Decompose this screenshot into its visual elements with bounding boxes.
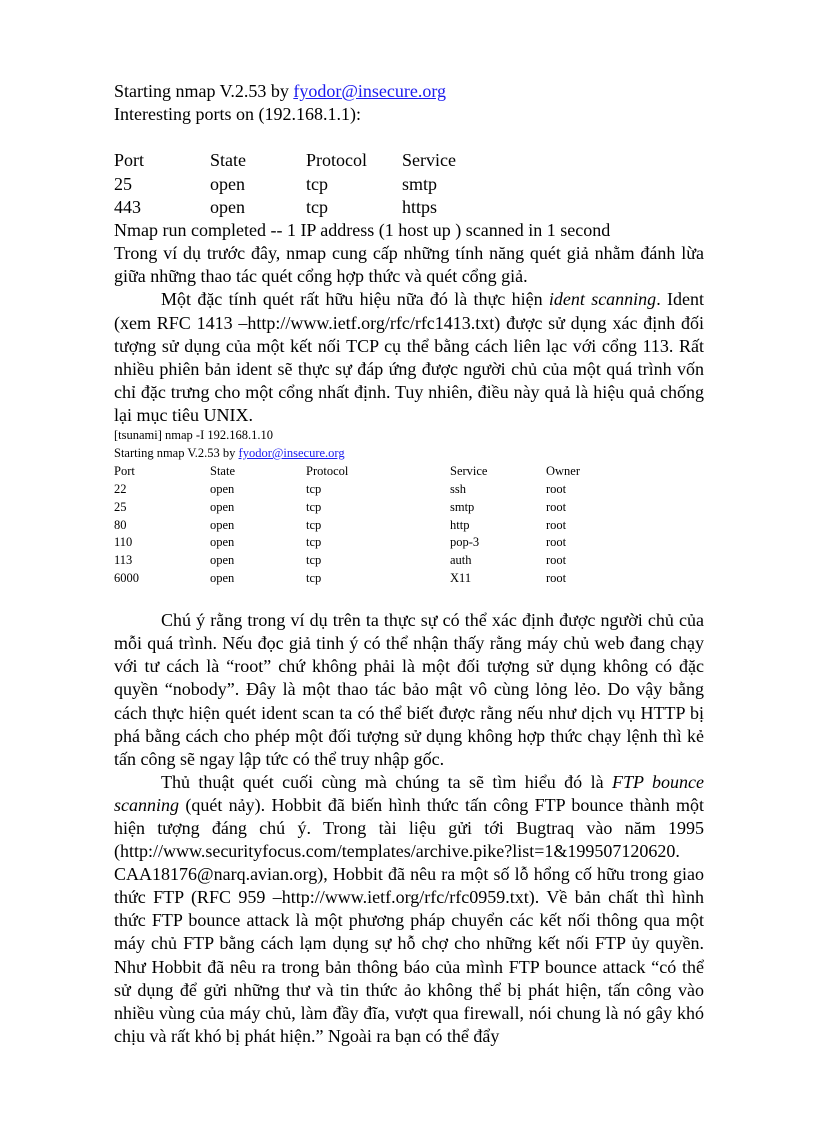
table-cell: open [210,571,235,586]
table-cell: 110 [114,535,133,550]
table-cell: tcp [306,196,328,217]
owner-table [114,463,704,588]
header-cell: Protocol [306,463,349,478]
header-cell: State [210,463,235,478]
table-cell: 22 [114,481,127,496]
table-cell: root [546,553,567,568]
table-cell: root [546,571,567,586]
nmap-start-line-2: Starting nmap V.2.53 by fyodor@insecure.org [114,445,345,460]
header-cell: State [210,150,246,171]
header-cell: Protocol [306,150,367,171]
paragraph-1: Trong ví dụ trước đây, nmap cung cấp những tính năng quét giả nhằm đánh lừa giữa những thao tác quét cổng hợp thức và quét cổng giả. [114,243,704,287]
document-page [114,80,704,1048]
interesting-ports-line: Interesting ports on (192.168.1.1): [114,104,361,125]
command-line: [tsunami] nmap -I 192.168.1.10 [114,427,274,442]
paragraph-4: Thủ thuật quét cuối cùng mà chúng ta sẽ tìm hiểu đó là FTP bounce scanning (quét nảy). Hobbit đã biến hình thức tấn công FTP bounce thành một hiện tượng đáng chú ý. Trong tài liệu gửi tới Bugtraq vào năm 1995 (http://www.securityfocus.com/templates/archive.pike?list=1&199507120620. CAA18176@narq.avian.org), Hobbit đã nêu ra một số lỗ hổng cố hữu trong giao thức FTP (RFC 959 –http://www.ietf.org/rfc/rfc0959.txt). Về bản chất thì hình thức FTP bounce attack là một phương pháp chuyển các kết nối thông qua một máy chủ FTP bằng cách lạm dụng sự hỗ chợ cho những kết nối FTP ủy quyền. Như Hobbit đã nêu ra trong bản thông báo của mình FTP bounce attack “có thể sử dụng để gửi những thư và tin thức ảo không thể bị phát hiện, tấn công vào nhiều vùng của máy chủ, làm đầy đĩa, vượt qua firewall, nói chung là nó gây khó chịu và rất khó bị phát hiện.” Ngoài ra bạn có thể đẩy [114,771,704,1046]
table-cell: 25 [114,173,132,194]
table-cell: 25 [114,499,127,514]
table-cell: open [210,499,235,514]
table-cell: smtp [402,173,438,194]
table-cell: smtp [450,499,475,514]
paragraph-2: Một đặc tính quét rất hữu hiệu nữa đó là thực hiện ident scanning. Ident (xem RFC 1413 –http://www.ietf.org/rfc/rfc1413.txt) được sử dụng xác định đối tượng sử dụng của một kết nối TCP cụ thể bằng cách liên lạc với cổng 113. Rất nhiều phiên bản ident sẽ thực sự đáp ứng được người chủ của một quá trình vốn chỉ đặc trưng cho một cổng nhất định. Tuy nhiên, điều này quả là hiệu quả chống lại mục tiêu UNIX. [114,289,704,425]
header-cell: Port [114,150,145,171]
table-cell: pop-3 [450,535,480,550]
table-cell: tcp [306,173,328,194]
table-cell: 6000 [114,571,139,586]
email-link[interactable]: fyodor@insecure.org [293,81,447,101]
table-cell: tcp [306,499,322,514]
table-cell: tcp [306,571,322,586]
table-cell: 443 [114,196,141,217]
table-cell: open [210,173,245,194]
email-link-2[interactable]: fyodor@insecure.org [238,445,345,460]
table-cell: open [210,196,245,217]
table-cell: ssh [450,481,466,496]
header-cell: Service [450,463,488,478]
paragraph-3: Chú ý rằng trong ví dụ trên ta thực sự có thể xác định được người chủ của mỗi quá trình. Nếu đọc giả tinh ý có thể nhận thấy rằng máy chủ web đang chạy với tư cách là “root” chứ không phải là một đối tượng sử dụng không có đặc quyền “nobody”. Đây là một thao tác bảo mật vô cùng lỏng lẻo. Do vậy bằng cách thực hiện quét ident scan ta có thể biết được rằng nếu như dịch vụ HTTP bị phá bằng cách cho phép một đối tượng sử dụng không hợp thức chạy lệnh thì kẻ tấn công sẽ ngay lập tức có thể truy nhập gốc. [114,610,704,769]
table-cell: auth [450,553,472,568]
header-cell: Owner [546,463,581,478]
table-cell: root [546,499,567,514]
table-cell: tcp [306,481,322,496]
table-cell: root [546,517,567,532]
table-cell: https [402,196,438,217]
table-cell: open [210,481,235,496]
table-cell: http [450,517,470,532]
header-cell: Service [402,150,456,171]
table-cell: tcp [306,517,322,532]
table-cell: open [210,535,235,550]
table-cell: root [546,535,567,550]
table-cell: X11 [450,571,472,586]
table-cell: root [546,481,567,496]
table-cell: tcp [306,535,322,550]
table-cell: 80 [114,517,127,532]
table-cell: open [210,553,235,568]
ports-table [114,149,704,219]
table-cell: open [210,517,235,532]
table-cell: 113 [114,553,133,568]
header-cell: Port [114,463,135,478]
table-cell: tcp [306,553,322,568]
nmap-start-line: Starting nmap V.2.53 by fyodor@insecure.org [114,81,447,101]
nmap-completed-line: Nmap run completed -- 1 IP address (1 host up ) scanned in 1 second [114,220,611,241]
